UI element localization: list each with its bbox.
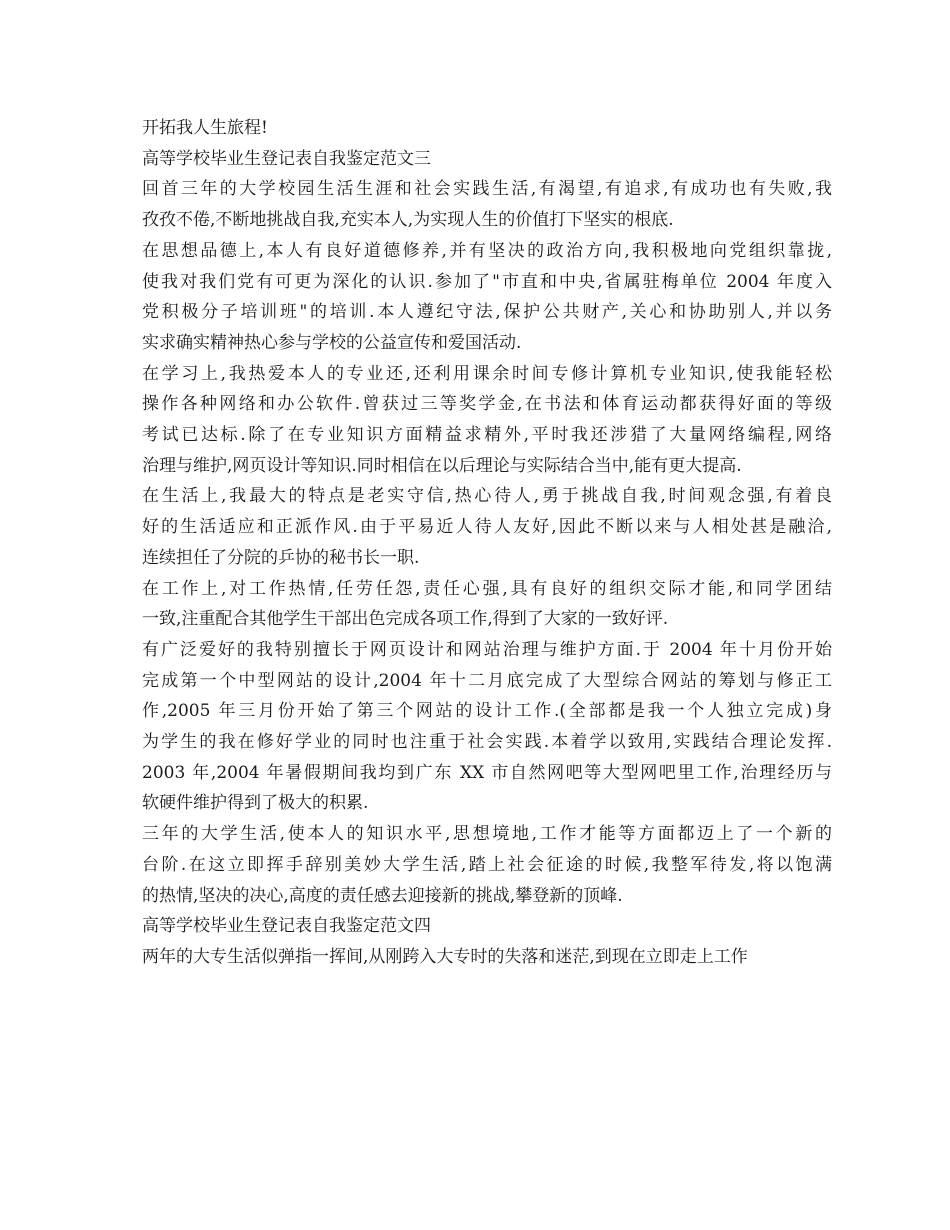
text-line: 好的生活适应和正派作风.由于平易近人待人友好,因此不断以来与人相处甚是融洽, [142,517,832,538]
text-line: 为学生的我在修好学业的同时也注重于社会实践.本着学以致用,实践结合理论发挥. [142,732,832,753]
text-line: 台阶.在这立即挥手辞别美妙大学生活,踏上社会征途的时候,我整军待发,将以饱满 [142,854,832,875]
text-line: 作,2005 年三月份开始了第三个网站的设计工作.(全部都是我一个人独立完成)身 [142,701,832,722]
document-body [142,113,832,973]
text-line: 考试已达标.除了在专业知识方面精益求精外,平时我还涉猎了大量网络编程,网络 [142,425,832,446]
text-line: 在生活上,我最大的特点是老实守信,热心待人,勇于挑战自我,时间观念强,有着良 [142,486,832,507]
text-line: 治理与维护,网页设计等知识.同时相信在以后理论与实际结合当中,能有更大提高. [142,455,742,476]
text-line: 使我对我们党有可更为深化的认识.参加了"市直和中央,省属驻梅单位 2004 年度入 [142,271,832,292]
text-line: 软硬件维护得到了极大的积累. [142,793,369,814]
text-line: 实求确实精神热心参与学校的公益宣传和爱国活动. [142,332,522,353]
paragraph-b6 [142,481,832,573]
text-line: 在思想品德上,本人有良好道德修养,并有坚决的政治方向,我积极地向党组织靠拢, [142,240,832,261]
text-line: 开拓我人生旅程! [142,118,268,138]
paragraph-b7 [142,574,832,635]
text-line: 有广泛爱好的我特别擅长于网页设计和网站治理与维护方面.于 2004 年十月份开始 [142,639,832,660]
text-line: 一致,注重配合其他学生干部出色完成各项工作,得到了大家的一致好评. [142,609,669,630]
text-line: 高等学校毕业生登记表自我鉴定范文四 [142,916,431,937]
text-line: 连续担任了分院的乒协的秘书长一职. [142,547,420,568]
text-line: 回首三年的大学校园生活生涯和社会实践生活,有渴望,有追求,有成功也有失败,我 [142,179,832,200]
text-line: 党积极分子培训班"的培训.本人遵纪守法,保护公共财产,关心和协助别人,并以务 [142,302,832,323]
text-line: 操作各种网络和办公软件.曾获过三等奖学金,在书法和体育运动都获得好面的等级 [142,394,832,415]
paragraph-b8 [142,635,832,819]
text-line: 在学习上,我热爱本人的专业还,还利用课余时间专修计算机专业知识,使我能轻松 [142,363,832,384]
text-line: 在工作上,对工作热情,任劳任怨,责任心强,具有良好的组织交际才能,和同学团结 [142,578,832,599]
paragraph-b9 [142,819,832,911]
paragraph-b11 [142,942,832,973]
text-line: 两年的大专生活似弹指一挥间,从刚跨入大专时的失落和迷茫,到现在立即走上工作 [142,946,748,967]
paragraph-b4 [142,236,832,359]
paragraph-b2 [142,144,832,175]
paragraph-b3 [142,174,832,235]
text-line: 完成第一个中型网站的设计,2004 年十二月底完成了大型综合网站的筹划与修正工 [142,670,832,691]
text-line: 三年的大学生活,使本人的知识水平,思想境地,工作才能等方面都迈上了一个新的 [142,824,832,845]
text-line: 高等学校毕业生登记表自我鉴定范文三 [142,148,431,169]
text-line: 2003 年,2004 年暑假期间我均到广东 XX 市自然网吧等大型网吧里工作,治理经历与 [142,762,832,783]
paragraph-b10 [142,911,832,942]
text-line: 的热情,坚决的决心,高度的责任感去迎接新的挑战,攀登新的顶峰. [142,885,623,906]
paragraph-b1 [142,113,832,144]
text-line: 孜孜不倦,不断地挑战自我,充实本人,为实现人生的价值打下坚实的根底. [142,210,674,231]
paragraph-b5 [142,359,832,482]
